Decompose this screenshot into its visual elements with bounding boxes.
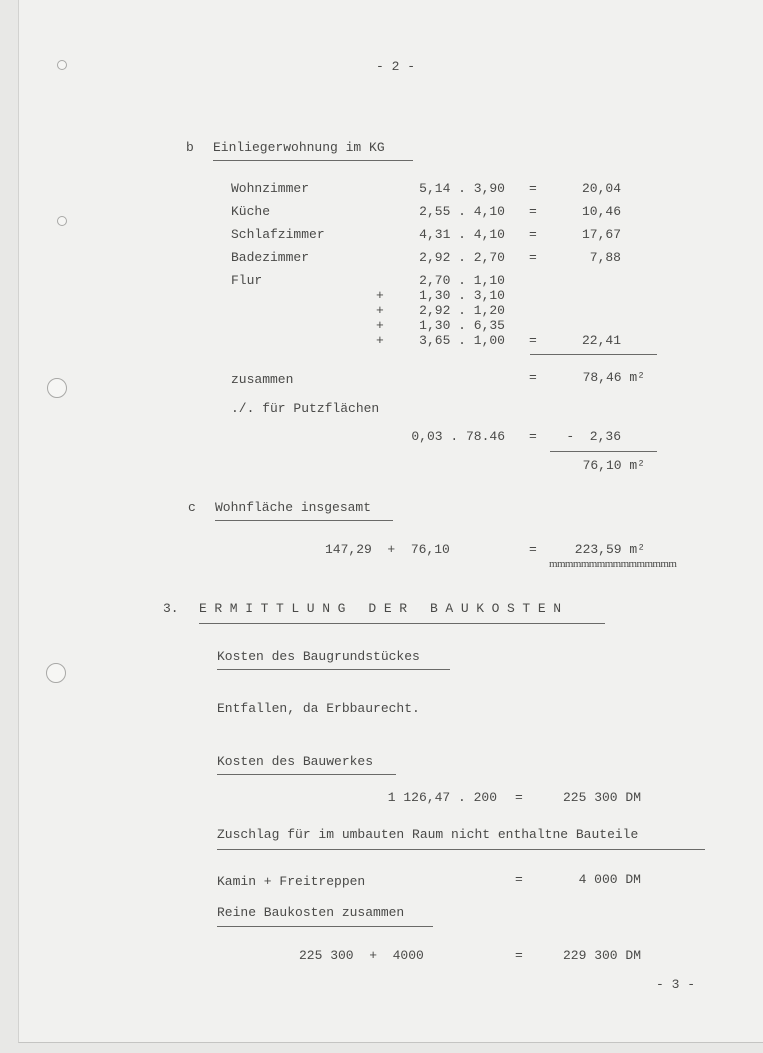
deduction-value: - 2,36 xyxy=(566,429,621,444)
punch-hole-large-2 xyxy=(46,663,66,683)
flur-calc: 2,92 . 1,20 xyxy=(419,303,505,318)
section-b-letter: b xyxy=(186,140,194,155)
punch-hole-large-1 xyxy=(47,378,67,398)
flur-eq: = xyxy=(529,333,537,348)
land-cost-text: Entfallen, da Erbbaurecht. xyxy=(217,701,420,716)
page-number-header: - 2 - xyxy=(376,59,416,74)
room-name: Wohnzimmer xyxy=(231,181,310,196)
flur-op: + xyxy=(376,333,384,348)
section-c-title: Wohnfläche insgesamt xyxy=(215,500,372,515)
total-area-eq: = xyxy=(529,542,537,557)
land-cost-underline xyxy=(217,669,450,670)
net-cost-result: 229 300 DM xyxy=(562,948,641,963)
room-eq: = xyxy=(529,204,537,219)
deduction-rule xyxy=(550,451,657,452)
total-area-calc: 147,29 + 76,10 xyxy=(325,542,450,557)
room-name: Küche xyxy=(231,204,271,219)
building-cost-underline xyxy=(217,774,396,775)
room-calc: 5,14 . 3,90 xyxy=(419,181,505,196)
total-label: zusammen xyxy=(231,372,294,387)
room-eq: = xyxy=(529,181,537,196)
total-area-result: 223,59 m² xyxy=(574,542,645,557)
document-page xyxy=(18,0,763,1043)
net-cost-underline xyxy=(217,926,433,927)
net-cost-calc: 225 300 + 4000 xyxy=(299,948,424,963)
total-area-double-underline: mmmmmmmmmmmmmmmm xyxy=(549,558,677,570)
punch-hole-small-2 xyxy=(57,216,67,226)
building-cost-eq: = xyxy=(515,790,523,805)
section-3-number: 3. xyxy=(163,601,179,616)
flur-op: + xyxy=(376,288,384,303)
room-result: 17,67 xyxy=(581,227,621,242)
room-calc: 4,31 . 4,10 xyxy=(419,227,505,242)
surcharge-result: 4 000 DM xyxy=(578,872,641,887)
room-name: Badezimmer xyxy=(231,250,310,265)
flur-calc: 2,70 . 1,10 xyxy=(419,273,505,288)
section-c-letter: c xyxy=(188,500,196,515)
total-value: 78,46 m² xyxy=(582,370,645,385)
flur-op: + xyxy=(376,303,384,318)
flur-calc: 1,30 . 3,10 xyxy=(419,288,505,303)
building-cost-calc: 1 126,47 . 200 xyxy=(387,790,497,805)
section-3-underline xyxy=(199,623,605,624)
surcharge-item: Kamin + Freitreppen xyxy=(217,874,366,889)
deduction-label: ./. für Putzflächen xyxy=(231,401,380,416)
net-cost-title: Reine Baukosten zusammen xyxy=(217,905,405,920)
section-b-title: Einliegerwohnung im KG xyxy=(213,140,385,155)
building-cost-result: 225 300 DM xyxy=(562,790,641,805)
section-c-underline xyxy=(215,520,393,521)
building-cost-title: Kosten des Bauwerkes xyxy=(217,754,374,769)
room-result: 7,88 xyxy=(589,250,621,265)
room-calc: 2,92 . 2,70 xyxy=(419,250,505,265)
flur-op: + xyxy=(376,318,384,333)
net-cost-eq: = xyxy=(515,948,523,963)
surcharge-underline xyxy=(217,849,705,850)
flur-calc: 3,65 . 1,00 xyxy=(419,333,505,348)
net-area-value: 76,10 m² xyxy=(582,458,645,473)
room-calc: 2,55 . 4,10 xyxy=(419,204,505,219)
room-eq: = xyxy=(529,250,537,265)
punch-hole-small-top xyxy=(57,60,67,70)
subtotal-rule xyxy=(530,354,657,355)
next-page-indicator: - 3 - xyxy=(656,977,696,992)
deduction-calc: 0,03 . 78.46 xyxy=(411,429,505,444)
surcharge-eq: = xyxy=(515,872,523,887)
section-3-title: ERMITTLUNG DER BAUKOSTEN xyxy=(199,601,569,616)
room-result: 20,04 xyxy=(581,181,621,196)
deduction-eq: = xyxy=(529,429,537,444)
surcharge-title: Zuschlag für im umbauten Raum nicht enthaltne Bauteile xyxy=(217,827,639,842)
room-eq: = xyxy=(529,227,537,242)
total-eq: = xyxy=(529,370,537,385)
room-result: 10,46 xyxy=(581,204,621,219)
room-name: Schlafzimmer xyxy=(231,227,325,242)
flur-name: Flur xyxy=(231,273,263,288)
section-b-underline xyxy=(213,160,413,161)
flur-result: 22,41 xyxy=(581,333,621,348)
land-cost-title: Kosten des Baugrundstückes xyxy=(217,649,420,664)
flur-calc: 1,30 . 6,35 xyxy=(419,318,505,333)
